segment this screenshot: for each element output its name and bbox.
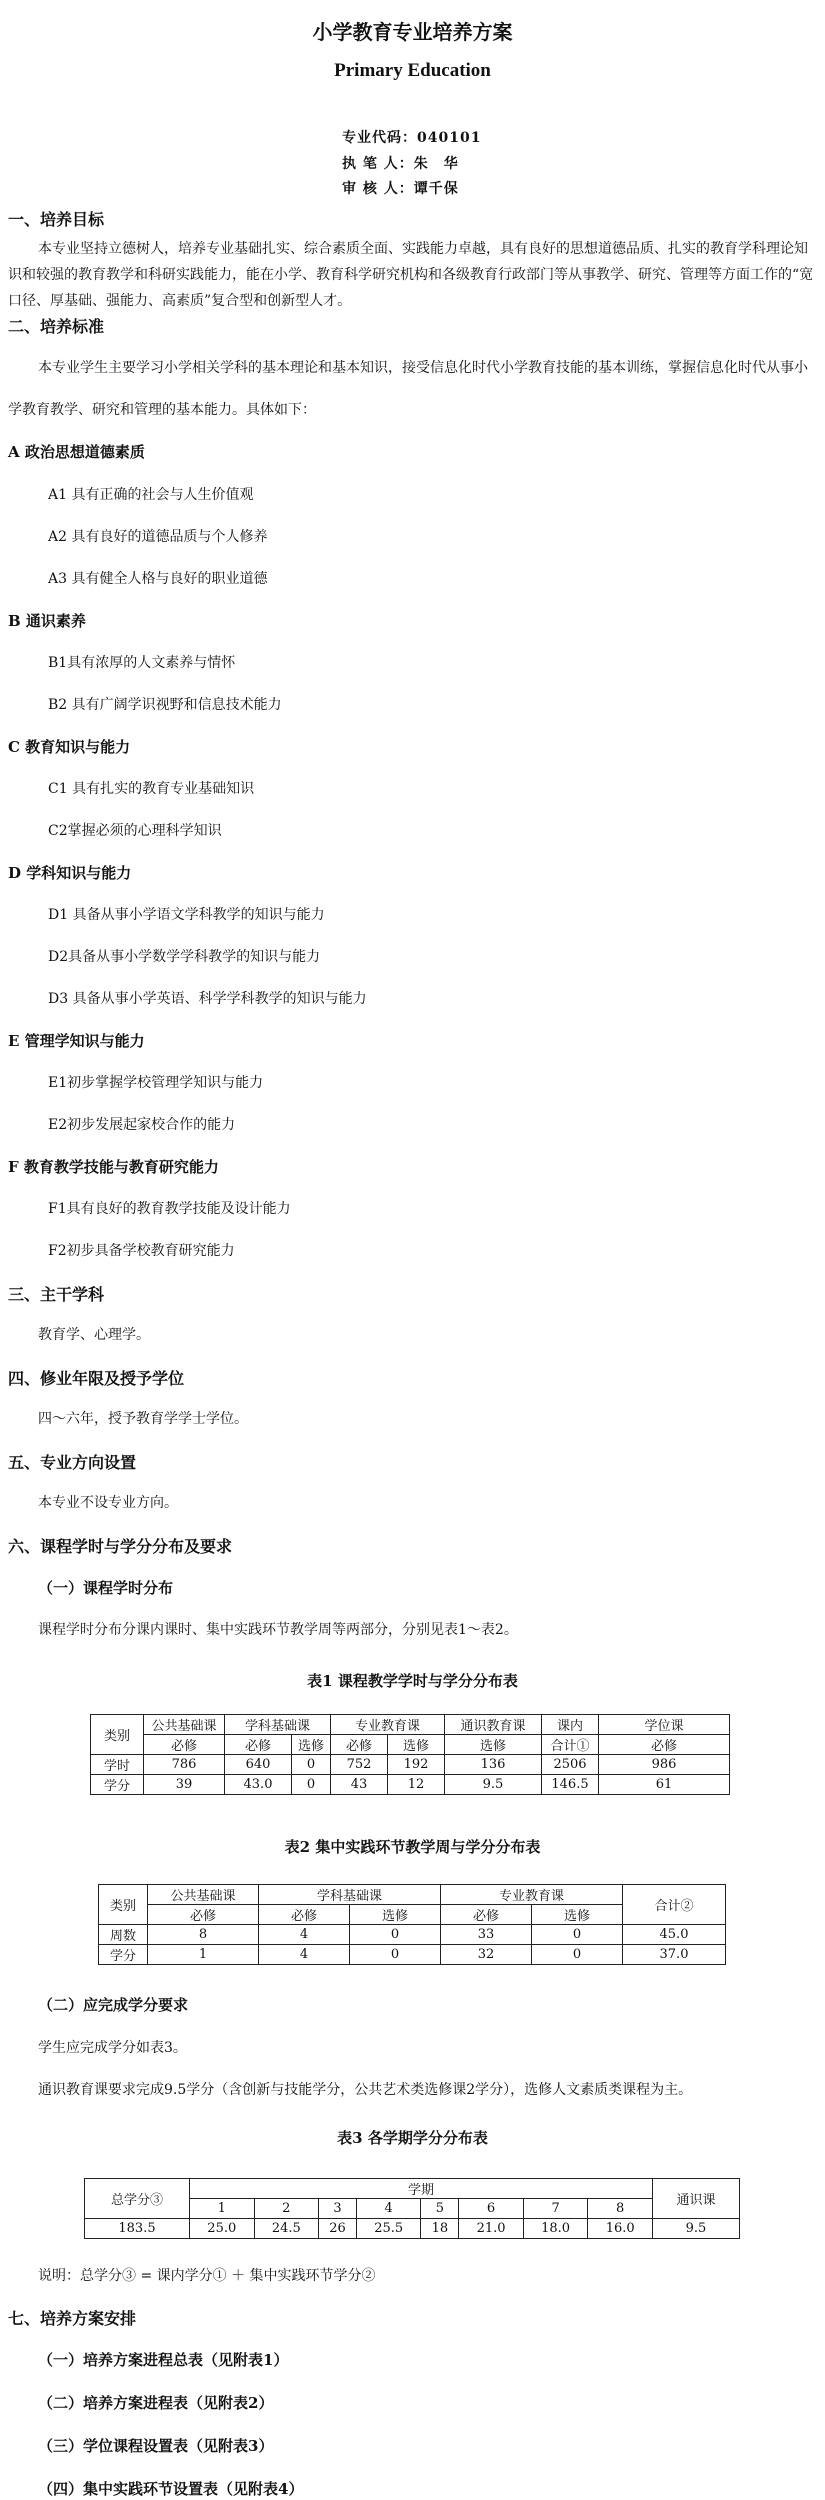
table-cell: 192 (388, 1755, 445, 1775)
table-header: 学期 (190, 2179, 653, 2199)
table-cell: 26 (319, 2219, 357, 2239)
table3 (84, 2178, 740, 2239)
table-subheader: 4 (356, 2199, 421, 2219)
table-subheader: 1 (190, 2199, 255, 2219)
group-title: F 教育教学技能与教育研究能力 (8, 1158, 219, 1176)
section-heading-credits: 六、课程学时与学分分布及要求 (8, 1537, 233, 1556)
table-cell: 学分 (91, 1775, 144, 1795)
table-cell: 0 (350, 1925, 441, 1945)
group-title: A 政治思想道德素质 (8, 443, 145, 461)
table3-note: 说明：总学分③ = 课内学分① ＋ 集中实践环节学分② (38, 2268, 376, 2284)
table-row (91, 1775, 730, 1795)
standards-text: 本专业学生主要学习小学相关学科的基本理论和基本知识，接受信息化时代小学教育技能的基本训练，掌握信息化时代从事小学教育教学、研究和管理的基本能力。具体如下： (8, 360, 808, 418)
table-header: 通识课 (653, 2179, 740, 2219)
page-title: 小学教育专业培养方案 (312, 20, 513, 44)
appendix-item: （一）培养方案进程总表（见附表1） (38, 2351, 289, 2369)
list-item: D2具备从事小学数学学科教学的知识与能力 (48, 949, 321, 965)
table-subheader: 选修 (532, 1905, 623, 1925)
table-subheader: 必修 (331, 1735, 388, 1755)
table-cell: 学分 (99, 1945, 148, 1965)
table-cell: 183.5 (85, 2219, 190, 2239)
appendix-item: （三）学位课程设置表（见附表3） (38, 2437, 274, 2455)
group-title: B 通识素养 (8, 612, 86, 630)
table-cell: 45.0 (623, 1925, 726, 1945)
list-item: A1 具有正确的社会与人生价值观 (48, 487, 254, 503)
table-cell: 25.0 (190, 2219, 255, 2239)
table-cell: 8 (148, 1925, 259, 1945)
table-subheader: 选修 (445, 1735, 542, 1755)
table-subheader: 必修 (599, 1735, 730, 1755)
table-cell: 0 (292, 1755, 331, 1775)
table-cell: 12 (388, 1775, 445, 1795)
section-heading-standards: 二、培养标准 (8, 317, 105, 336)
table1 (90, 1714, 730, 1795)
table-cell: 986 (599, 1755, 730, 1775)
goal-text: 本专业坚持立德树人，培养专业基础扎实、综合素质全面、实践能力卓越，具有良好的思想道德品质、扎实的教育学科理论知识和较强的教育教学和科研实践能力，能在小学、教育科学研究机构和各级教育行政部门等从事教学、研究、管理等方面工作的“宽口径、厚基础、强能力、高素质”复合型和创新型人才。 (8, 241, 814, 309)
table-cell: 32 (441, 1945, 532, 1965)
table-header: 学位课 (599, 1715, 730, 1735)
list-item: B2 具有广阔学识视野和信息技术能力 (48, 697, 282, 713)
table-header: 学科基础课 (259, 1885, 441, 1905)
table-cell: 1 (148, 1945, 259, 1965)
table-cell: 0 (532, 1945, 623, 1965)
table-cell: 39 (144, 1775, 225, 1795)
table-subheader: 选修 (388, 1735, 445, 1755)
section-heading-arrangement: 七、培养方案安排 (8, 2309, 137, 2328)
table-subheader: 必修 (441, 1905, 532, 1925)
table-subheader: 6 (459, 2199, 524, 2219)
list-item: D1 具备从事小学语文学科教学的知识与能力 (48, 907, 325, 923)
table-header: 学科基础课 (225, 1715, 331, 1735)
direction-text: 本专业不设专业方向。 (38, 1495, 178, 1511)
table-cell: 4 (259, 1945, 350, 1965)
table-row (91, 1755, 730, 1775)
table-subheader: 必修 (144, 1735, 225, 1755)
table-cell: 周数 (99, 1925, 148, 1945)
table-cell: 25.5 (356, 2219, 421, 2239)
table-cell: 43 (331, 1775, 388, 1795)
major-code: 专业代码：040101 (342, 130, 482, 146)
table-subheader: 选修 (292, 1735, 331, 1755)
table-header: 专业教育课 (441, 1885, 623, 1905)
table-cell: 43.0 (225, 1775, 292, 1795)
hours-text: 课程学时分布分课内课时、集中实践环节教学周等两部分，分别见表1～表2。 (38, 1622, 518, 1638)
table-header: 通识教育课 (445, 1715, 542, 1735)
table-header: 类别 (99, 1885, 148, 1925)
list-item: A2 具有良好的道德品质与个人修养 (48, 529, 268, 545)
table-cell: 33 (441, 1925, 532, 1945)
section-heading-disciplines: 三、主干学科 (8, 1285, 105, 1304)
table-cell: 752 (331, 1755, 388, 1775)
list-item: F2初步具备学校教育研究能力 (48, 1243, 235, 1259)
list-item: B1具有浓厚的人文素养与情怀 (48, 655, 236, 671)
table-header: 专业教育课 (331, 1715, 445, 1735)
table-header: 公共基础课 (148, 1885, 259, 1905)
table-cell: 学时 (91, 1755, 144, 1775)
table2-caption: 表2 集中实践环节教学周与学分分布表 (284, 1838, 541, 1856)
credits-text-2: 通识教育课要求完成9.5学分（含创新与技能学分，公共艺术类选修课2学分），选修人文素质类课程为主。 (38, 2082, 693, 2098)
subsection-hours: （一）课程学时分布 (38, 1579, 174, 1597)
table-subheader: 合计① (542, 1735, 599, 1755)
table-subheader: 必修 (259, 1905, 350, 1925)
table-cell: 2506 (542, 1755, 599, 1775)
table-subheader: 必修 (148, 1905, 259, 1925)
credits-text-1: 学生应完成学分如表3。 (38, 2040, 187, 2056)
list-item: C1 具有扎实的教育专业基础知识 (48, 781, 255, 797)
group-title: C 教育知识与能力 (8, 738, 131, 756)
section-heading-goal: 一、培养目标 (8, 210, 105, 229)
table-subheader: 选修 (350, 1905, 441, 1925)
list-item: C2掌握必须的心理科学知识 (48, 823, 222, 839)
table-row (99, 1945, 726, 1965)
table-cell: 146.5 (542, 1775, 599, 1795)
appendix-item: （二）培养方案进程表（见附表2） (38, 2394, 274, 2412)
table-cell: 0 (292, 1775, 331, 1795)
table-subheader: 7 (523, 2199, 588, 2219)
appendix-item: （四）集中实践环节设置表（见附表4） (38, 2480, 304, 2498)
table-header: 公共基础课 (144, 1715, 225, 1735)
table-header: 类别 (91, 1715, 144, 1755)
table-cell: 9.5 (445, 1775, 542, 1795)
table1-caption: 表1 课程教学学时与学分分布表 (307, 1672, 518, 1690)
list-item: D3 具备从事小学英语、科学学科教学的知识与能力 (48, 991, 367, 1007)
list-item: E1初步掌握学校管理学知识与能力 (48, 1075, 264, 1091)
table-cell: 18 (421, 2219, 459, 2239)
writer: 执 笔 人：朱 华 (342, 156, 459, 172)
table-cell: 0 (532, 1925, 623, 1945)
list-item: E2初步发展起家校合作的能力 (48, 1117, 236, 1133)
table-row (85, 2219, 740, 2239)
group-title: E 管理学知识与能力 (8, 1032, 145, 1050)
list-item: A3 具有健全人格与良好的职业道德 (48, 571, 268, 587)
table-cell: 4 (259, 1925, 350, 1945)
table-header: 合计② (623, 1885, 726, 1925)
table-cell: 18.0 (523, 2219, 588, 2239)
table-subheader: 必修 (225, 1735, 292, 1755)
table-subheader: 8 (588, 2199, 653, 2219)
reviewer: 审 核 人：谭千保 (342, 181, 459, 197)
table-cell: 0 (350, 1945, 441, 1965)
table-cell: 37.0 (623, 1945, 726, 1965)
list-item: F1具有良好的教育教学技能及设计能力 (48, 1201, 291, 1217)
group-title: D 学科知识与能力 (8, 864, 132, 882)
table-cell: 61 (599, 1775, 730, 1795)
table-subheader: 5 (421, 2199, 459, 2219)
table-cell: 786 (144, 1755, 225, 1775)
table-cell: 24.5 (254, 2219, 319, 2239)
duration-text: 四～六年，授予教育学学士学位。 (38, 1411, 248, 1427)
table-header: 总学分③ (85, 2179, 190, 2219)
table3-caption: 表3 各学期学分分布表 (337, 2129, 488, 2147)
table-cell: 136 (445, 1755, 542, 1775)
table-header: 课内 (542, 1715, 599, 1735)
section-heading-direction: 五、专业方向设置 (8, 1453, 137, 1472)
table-subheader: 2 (254, 2199, 319, 2219)
page-subtitle: Primary Education (334, 60, 491, 81)
table-row (99, 1925, 726, 1945)
table-subheader: 3 (319, 2199, 357, 2219)
table-cell: 16.0 (588, 2219, 653, 2239)
table-cell: 21.0 (459, 2219, 524, 2239)
subsection-credits: （二）应完成学分要求 (38, 1996, 189, 2014)
disciplines-text: 教育学、心理学。 (38, 1327, 150, 1343)
table2 (98, 1884, 726, 1965)
table-cell: 9.5 (653, 2219, 740, 2239)
table-cell: 640 (225, 1755, 292, 1775)
section-heading-duration: 四、修业年限及授予学位 (8, 1369, 185, 1388)
